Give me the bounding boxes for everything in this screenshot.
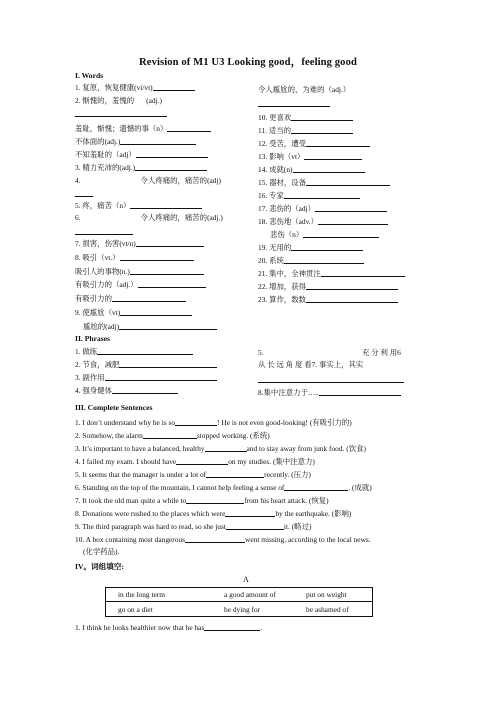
word-19: 19. 无用的: [258, 243, 363, 251]
fill-question-1: 1. I think he looks healthier now that he has .: [75, 623, 263, 632]
answer-blank[interactable]: [291, 243, 363, 251]
word-box-label: A: [243, 575, 249, 584]
answer-blank[interactable]: [130, 201, 202, 209]
answer-blank[interactable]: [306, 139, 370, 147]
phrase-1: 1. 做练: [75, 347, 193, 355]
word-17: 17. 悲伤的（adj）: [258, 204, 387, 212]
phrase-8: 8.集中注意力于…..: [258, 388, 401, 396]
section-sentences-heading: III. Complete Sentences: [75, 403, 153, 412]
answer-blank[interactable]: [319, 388, 401, 396]
word-12: 12. 受苦，遭受: [258, 139, 370, 147]
word-9-adj: 尴尬的(adj): [83, 322, 217, 330]
answer-blank[interactable]: [306, 178, 390, 186]
word-9: 9. 使尴尬（vt): [75, 308, 192, 316]
answer-blank[interactable]: [258, 106, 330, 107]
answer-blank[interactable]: [291, 113, 353, 121]
phrase-3: 3. 副作用: [75, 373, 217, 381]
answer-blank[interactable]: [138, 280, 206, 288]
answer-blank[interactable]: [136, 150, 208, 158]
answer-blank[interactable]: [143, 431, 197, 439]
answer-blank[interactable]: [176, 457, 228, 465]
sentence-8: 8. Donations were rushed to the places which were by the earthquake. (影响): [75, 509, 352, 518]
word-box-row-1: [106, 588, 372, 602]
answer-blank[interactable]: [284, 483, 348, 491]
word-22: 22. 增加，获得: [258, 282, 398, 290]
word-10: 10. 更喜欢: [258, 113, 353, 121]
answer-blank[interactable]: [153, 83, 195, 91]
sentence-1: 1. I don’t understand why he is so ! He is not even good-looking! (有吸引力的): [75, 418, 352, 427]
word-box-row-2: [106, 603, 372, 617]
answer-blank[interactable]: [112, 294, 186, 302]
word-14: 14. 成就(n): [258, 165, 365, 173]
word-8-adj-2: 有吸引力的: [75, 294, 186, 302]
word-box-option: put on weight: [306, 590, 347, 599]
section-phrases-heading: II. Phrases: [75, 334, 111, 343]
answer-blank[interactable]: [226, 522, 284, 530]
answer-blank[interactable]: [185, 535, 245, 543]
answer-blank[interactable]: [258, 382, 404, 383]
answer-blank[interactable]: [284, 191, 360, 199]
answer-blank[interactable]: [105, 373, 217, 381]
sentence-3: 3. It’s important to have a balanced, healthy and to stay away from junk food. (饮食): [75, 444, 366, 453]
word-13: 13. 影响（vt）: [258, 152, 362, 160]
answer-blank[interactable]: [186, 496, 244, 504]
answer-blank[interactable]: [321, 269, 405, 277]
word-box-option: a good amount of: [224, 590, 276, 599]
word-20: 20. 系统: [258, 256, 364, 264]
phrase-5-number: 5.: [258, 348, 264, 357]
sentence-7: 7. It took the old man quite a while to from his heart attack. (恢复): [75, 496, 329, 505]
answer-blank[interactable]: [306, 295, 398, 303]
word-2-shameless: 不知羞耻的（adj）: [75, 150, 208, 158]
answer-blank[interactable]: [304, 152, 362, 160]
answer-blank[interactable]: [120, 253, 194, 261]
answer-blank[interactable]: [119, 322, 217, 330]
phrase-2: 2. 节食，减肥: [75, 360, 217, 368]
sentence-5: 5. It seems that the manager is under a lot of recently. (压力): [75, 470, 311, 479]
answer-blank[interactable]: [130, 267, 204, 275]
word-7: 7. 损害，伤害(vt/n): [75, 239, 204, 247]
word-23: 23. 算作，数数: [258, 295, 398, 303]
word-3: 3. 精力充沛的(adj.): [75, 163, 207, 171]
word-21: 21. 集中，全神贯注: [258, 269, 405, 277]
answer-blank[interactable]: [136, 239, 204, 247]
word-box: [105, 587, 373, 617]
sentence-2: 2. Somehow, the alarm stopped working. (系统): [75, 431, 270, 440]
phrase-6-7: 从 长 远 角 度 看7. 事实上，其实: [258, 360, 364, 369]
sentence-6: 6. Standing on the top of the mountain, I cannot help feeling a sense of . (成就): [75, 483, 372, 492]
page-title: Revision of M1 U3 Looking good，feeling good: [139, 57, 357, 68]
sentence-4: 4. I failed my exam. I should have on my studies. (集中注意力): [75, 457, 315, 466]
section-words-heading: I. Words: [75, 71, 104, 80]
answer-blank[interactable]: [120, 137, 196, 145]
answer-blank[interactable]: [303, 230, 379, 238]
phrase-5-label: 充 分 利 用6: [362, 348, 401, 357]
word-18: 18. 悲伤地（adv.）: [258, 217, 388, 225]
word-8: 8. 吸引（vt.）: [75, 253, 194, 261]
word-box-option: in the long term: [118, 590, 166, 599]
answer-blank[interactable]: [284, 256, 364, 264]
answer-blank[interactable]: [293, 165, 365, 173]
word-18-noun: 悲伤（n）: [270, 230, 379, 238]
answer-blank[interactable]: [75, 116, 167, 117]
answer-blank[interactable]: [75, 234, 133, 235]
word-4: 4. 令人疼痛的，痛苦的(adj): [75, 176, 222, 185]
word-box-option: be dying for: [224, 605, 261, 614]
answer-blank[interactable]: [75, 196, 93, 197]
answer-blank[interactable]: [306, 282, 398, 290]
answer-blank[interactable]: [120, 308, 192, 316]
word-box-option: be ashamed of: [306, 605, 349, 614]
word-16: 16. 专家: [258, 191, 360, 199]
phrase-4: 4. 强身健体: [75, 386, 178, 394]
word-6: 6. 令人疼痛的，痛苦的(adj.): [75, 213, 223, 222]
answer-blank[interactable]: [112, 386, 178, 394]
word-9-embarrassing: 令人尴尬的，为难的（adj.）: [258, 85, 351, 94]
answer-blank[interactable]: [225, 509, 275, 517]
answer-blank[interactable]: [97, 347, 193, 355]
sentence-10: 10. A box containing most dangerous went missing, according to the local news.: [75, 535, 371, 544]
answer-blank[interactable]: [175, 418, 217, 426]
answer-blank[interactable]: [315, 204, 387, 212]
word-2-noun: 羞耻，惭愧；遗憾的事（n）: [75, 124, 211, 132]
word-5: 5. 疼，痛苦（n）: [75, 201, 202, 209]
answer-blank[interactable]: [205, 444, 247, 452]
word-1: 1. 复原，恢复健康(vi/vt): [75, 83, 195, 91]
word-box-option: go on a diet: [118, 605, 153, 614]
answer-blank[interactable]: [291, 126, 353, 134]
word-2: 2. 惭愧的，羞愧的 (adj.): [75, 96, 162, 105]
sentence-9: 9. The third paragraph was hard to read, so she just it. (略过): [75, 522, 312, 531]
word-2-disgraceful: 不体面的(adj.): [75, 137, 196, 145]
answer-blank[interactable]: [204, 623, 260, 631]
answer-blank[interactable]: [318, 217, 388, 225]
answer-blank[interactable]: [135, 163, 207, 171]
word-11: 11. 适当的: [258, 126, 353, 134]
word-8-noun: 吸引人的事物(n.): [75, 267, 204, 275]
word-15: 15. 器材，设备: [258, 178, 390, 186]
answer-blank[interactable]: [206, 470, 264, 478]
word-8-adj: 有吸引力的（adj.）: [75, 280, 206, 288]
answer-blank[interactable]: [119, 360, 217, 368]
section-fill-heading: IV。词组填空:: [75, 562, 124, 571]
sentence-10-hint: (化学药品).: [83, 547, 120, 556]
answer-blank[interactable]: [167, 124, 211, 132]
